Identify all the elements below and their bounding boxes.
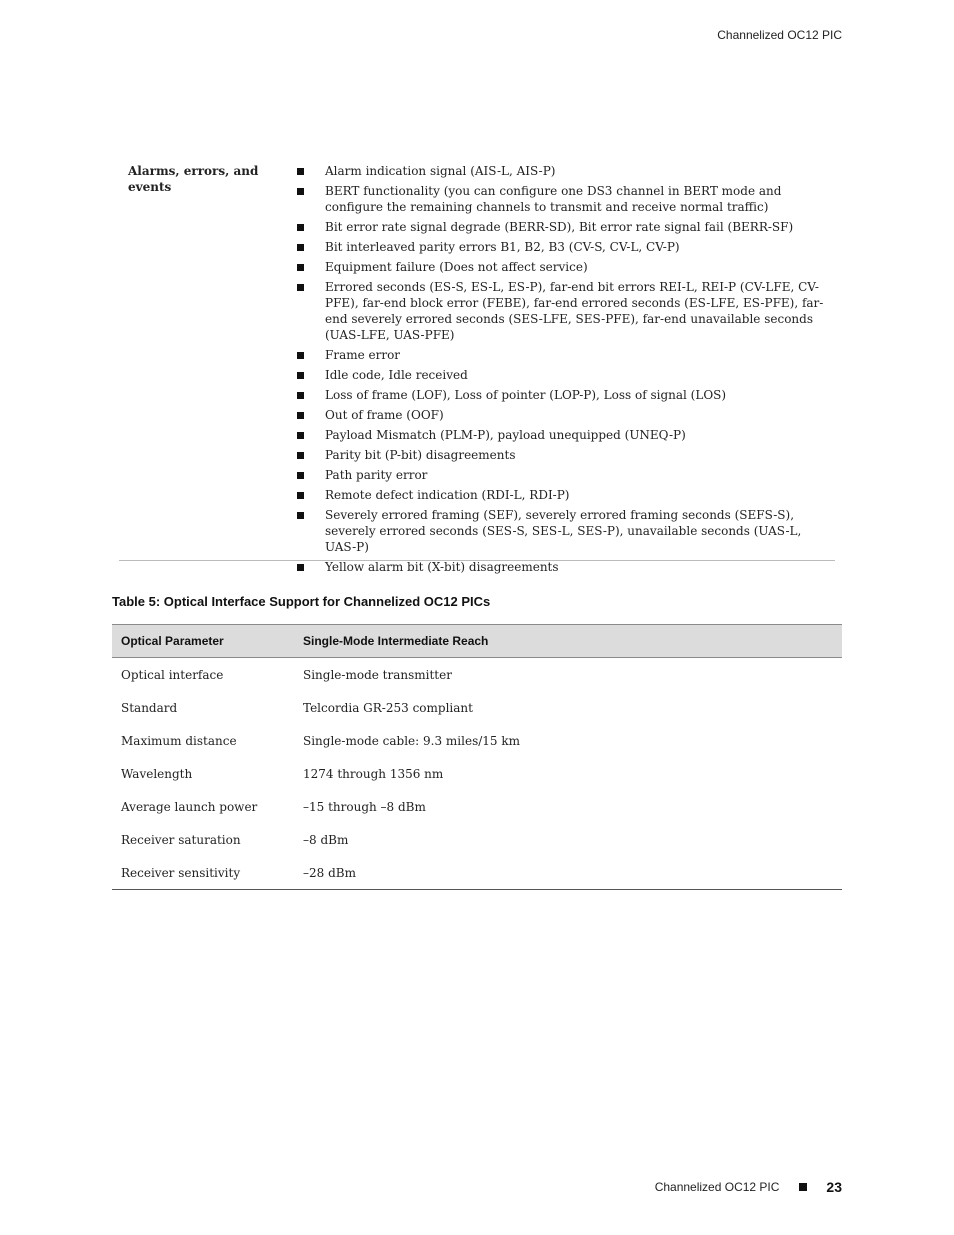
bullet-square-icon bbox=[297, 284, 304, 291]
list-item-text: BERT functionality (you can configure one DS3 channel in BERT mode and configure the remaining channels to transmit and receive normal traffic) bbox=[325, 184, 782, 214]
bullet-square-icon bbox=[297, 244, 304, 251]
bullet-square-icon bbox=[297, 472, 304, 479]
list-item bbox=[296, 387, 836, 403]
list-item bbox=[296, 347, 836, 363]
list-item-text: Remote defect indication (RDI-L, RDI-P) bbox=[325, 488, 570, 502]
table-caption: Table 5: Optical Interface Support for Channelized OC12 PICs bbox=[112, 594, 491, 609]
list-item-text: Severely errored framing (SEF), severely errored framing seconds (SEFS-S), severely errored seconds (SES-S, SES-L, SES-P), unavailable seconds (UAS-L, UAS-P) bbox=[325, 508, 802, 554]
table-cell-parameter: Wavelength bbox=[121, 766, 193, 781]
bullet-square-icon bbox=[297, 352, 304, 359]
list-item-text: Equipment failure (Does not affect service) bbox=[325, 260, 588, 274]
column-header-parameter: Optical Parameter bbox=[112, 625, 294, 658]
table-cell-value: Telcordia GR-253 compliant bbox=[303, 700, 473, 715]
list-item bbox=[296, 163, 836, 179]
bullet-square-icon bbox=[297, 452, 304, 459]
list-item bbox=[296, 487, 836, 503]
list-item bbox=[296, 447, 836, 463]
column-header-reach: Single-Mode Intermediate Reach bbox=[294, 625, 842, 658]
table-cell-value: Single-mode cable: 9.3 miles/15 km bbox=[303, 733, 521, 748]
list-item-text: Loss of frame (LOF), Loss of pointer (LOP-P), Loss of signal (LOS) bbox=[325, 388, 727, 402]
table-row bbox=[112, 790, 842, 823]
list-item-text: Alarm indication signal (AIS-L, AIS-P) bbox=[325, 164, 556, 178]
list-item bbox=[296, 407, 836, 423]
bullet-square-icon bbox=[297, 412, 304, 419]
table-row bbox=[112, 658, 842, 692]
table-cell-parameter: Maximum distance bbox=[121, 733, 237, 748]
table-cell-parameter: Optical interface bbox=[121, 667, 224, 682]
table-header-row bbox=[112, 625, 842, 658]
table-cell-parameter: Receiver saturation bbox=[121, 832, 241, 847]
list-item-text: Out of frame (OOF) bbox=[325, 408, 444, 422]
alarms-list bbox=[296, 163, 836, 579]
table-row bbox=[112, 856, 842, 890]
footer-square-icon bbox=[799, 1183, 807, 1191]
bullet-square-icon bbox=[297, 564, 304, 571]
list-item bbox=[296, 427, 836, 443]
page-footer bbox=[655, 1179, 842, 1195]
bullet-square-icon bbox=[297, 392, 304, 399]
page-number: 23 bbox=[826, 1179, 842, 1195]
table-row bbox=[112, 724, 842, 757]
optical-interface-table bbox=[112, 624, 842, 890]
list-item-text: Parity bit (P-bit) disagreements bbox=[325, 448, 516, 462]
bullet-square-icon bbox=[297, 224, 304, 231]
table-cell-value: Single-mode transmitter bbox=[303, 667, 452, 682]
list-item-text: Yellow alarm bit (X-bit) disagreements bbox=[325, 560, 559, 574]
table-row bbox=[112, 823, 842, 856]
bullet-square-icon bbox=[297, 432, 304, 439]
table-cell-parameter: Average launch power bbox=[121, 799, 258, 814]
list-item bbox=[296, 259, 836, 275]
list-item bbox=[296, 239, 836, 255]
running-header: Channelized OC12 PIC bbox=[717, 28, 842, 42]
bullet-square-icon bbox=[297, 512, 304, 519]
table-cell-parameter: Receiver sensitivity bbox=[112, 856, 294, 890]
list-item bbox=[296, 559, 836, 575]
bullet-square-icon bbox=[297, 188, 304, 195]
list-item bbox=[296, 507, 836, 555]
list-item bbox=[296, 219, 836, 235]
table-row bbox=[112, 691, 842, 724]
list-item-text: Payload Mismatch (PLM-P), payload unequipped (UNEQ-P) bbox=[325, 428, 686, 442]
list-item-text: Errored seconds (ES-S, ES-L, ES-P), far-end bit errors REI-L, REI-P (CV-LFE, CV-PFE), far-end block error (FEBE), far-end errored seconds (ES-LFE, ES-PFE), far-end severely errored seconds (SES-LFE, SES-PFE), far-end unavailable seconds (UAS-LFE, UAS-PFE) bbox=[325, 280, 824, 342]
footer-title: Channelized OC12 PIC bbox=[654, 1180, 780, 1194]
table-cell-value: –15 through –8 dBm bbox=[303, 799, 426, 814]
list-item bbox=[296, 183, 836, 215]
table-cell-value: –8 dBm bbox=[303, 832, 349, 847]
list-item-text: Idle code, Idle received bbox=[325, 368, 468, 382]
table-cell-value: –28 dBm bbox=[294, 856, 842, 890]
list-item-text: Frame error bbox=[325, 348, 401, 362]
table-cell-value: 1274 through 1356 nm bbox=[303, 766, 444, 781]
bullet-square-icon bbox=[297, 264, 304, 271]
list-item bbox=[296, 279, 836, 343]
bullet-square-icon bbox=[297, 492, 304, 499]
section-divider bbox=[119, 560, 835, 561]
list-item-text: Path parity error bbox=[325, 468, 428, 482]
table-row bbox=[112, 757, 842, 790]
list-item bbox=[296, 367, 836, 383]
list-item-text: Bit interleaved parity errors B1, B2, B3 (CV-S, CV-L, CV-P) bbox=[325, 240, 680, 254]
list-item-text: Bit error rate signal degrade (BERR-SD), Bit error rate signal fail (BERR-SF) bbox=[325, 220, 794, 234]
bullet-square-icon bbox=[297, 168, 304, 175]
alarms-label: Alarms, errors, and events bbox=[128, 164, 259, 194]
bullet-square-icon bbox=[297, 372, 304, 379]
table-cell-parameter: Standard bbox=[121, 700, 178, 715]
list-item bbox=[296, 467, 836, 483]
